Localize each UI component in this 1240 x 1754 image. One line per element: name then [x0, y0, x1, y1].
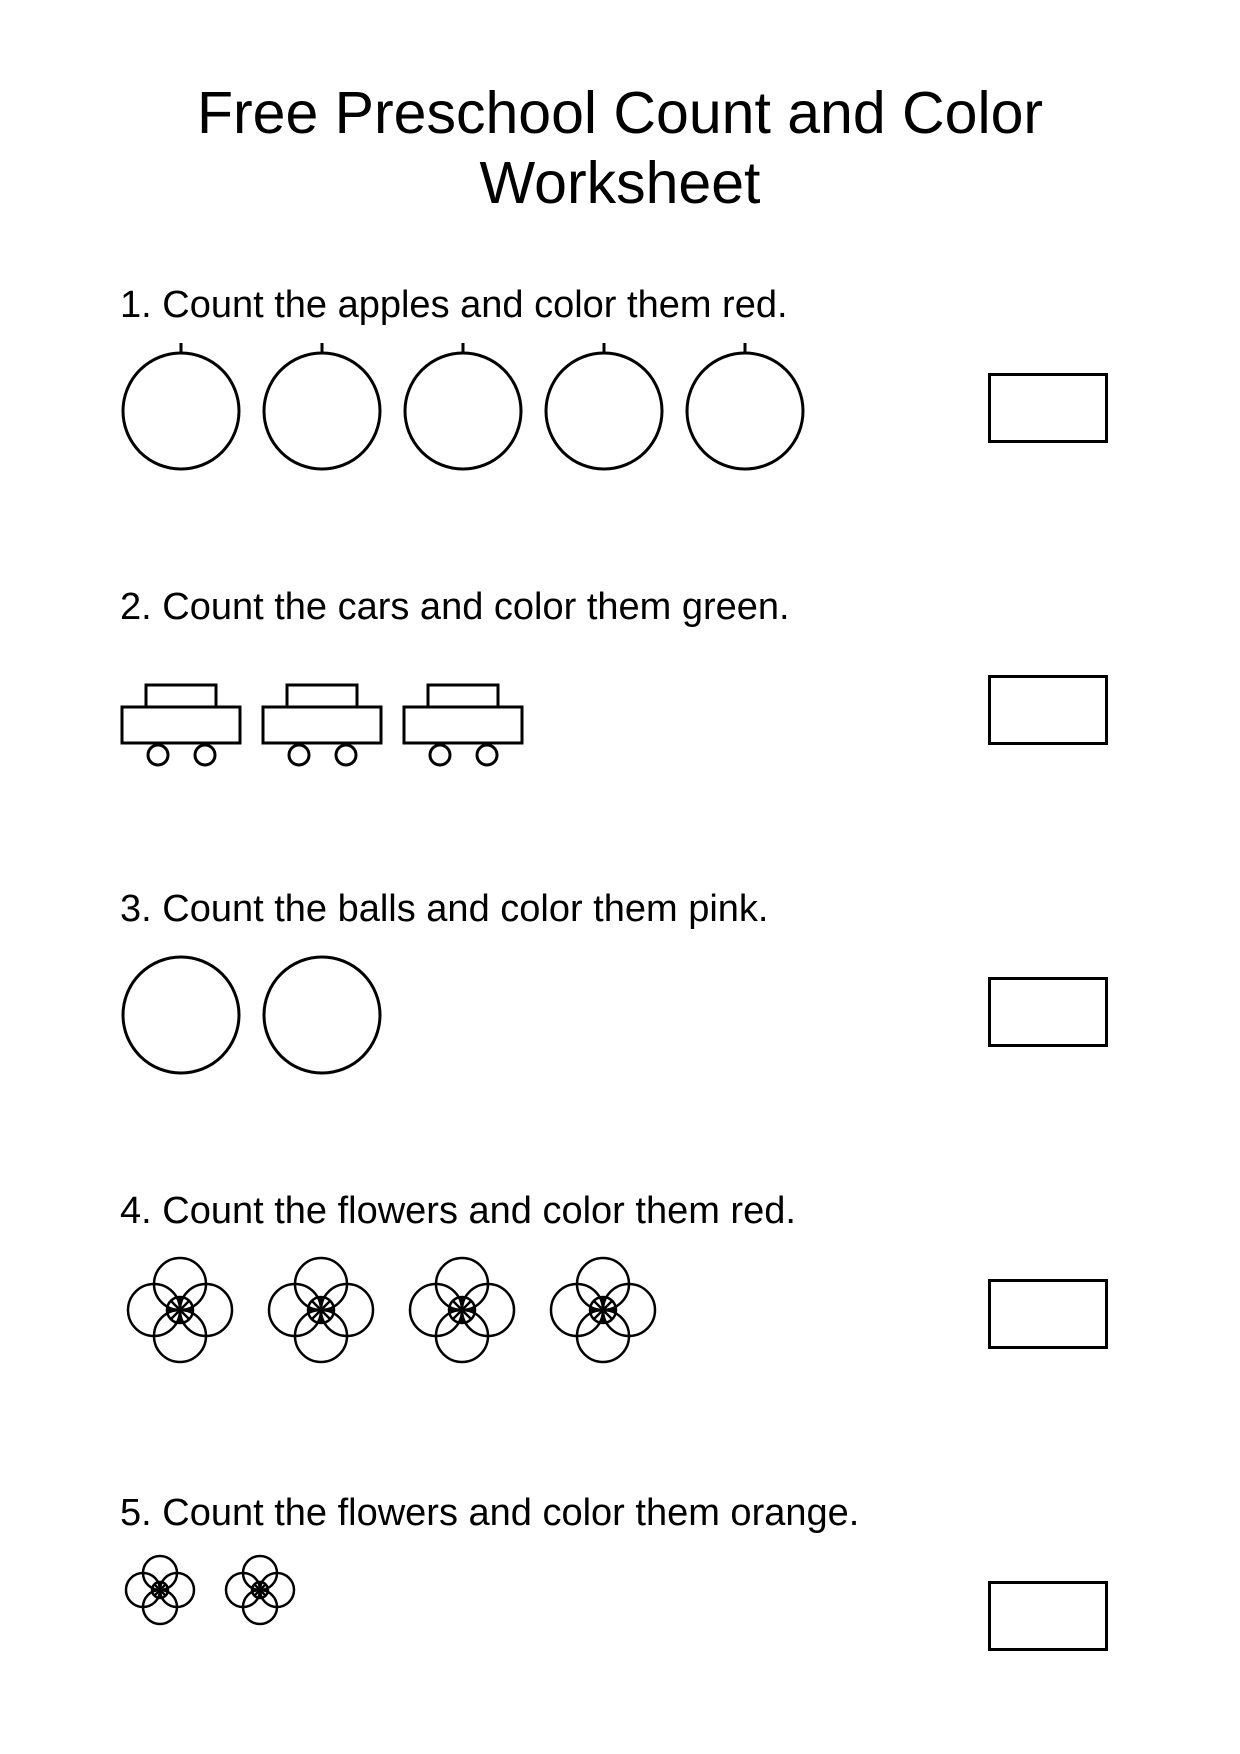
question-2-text: 2. Count the cars and color them green. — [120, 586, 790, 628]
question-4-text: 4. Count the flowers and color them red. — [120, 1190, 796, 1232]
question-3-text: 3. Count the balls and color them pink. — [120, 888, 769, 930]
answer-box-5[interactable] — [988, 1581, 1108, 1651]
title-line-1: Free Preschool Count and Color — [196, 80, 1044, 146]
small-flower-icon — [226, 1556, 294, 1624]
question-5-text: 5. Count the flowers and color them orange. — [120, 1492, 860, 1534]
title-line-2: Worksheet — [479, 150, 761, 216]
small-flower-icon — [126, 1556, 194, 1624]
question-1-text: 1. Count the apples and color them red. — [120, 284, 788, 326]
